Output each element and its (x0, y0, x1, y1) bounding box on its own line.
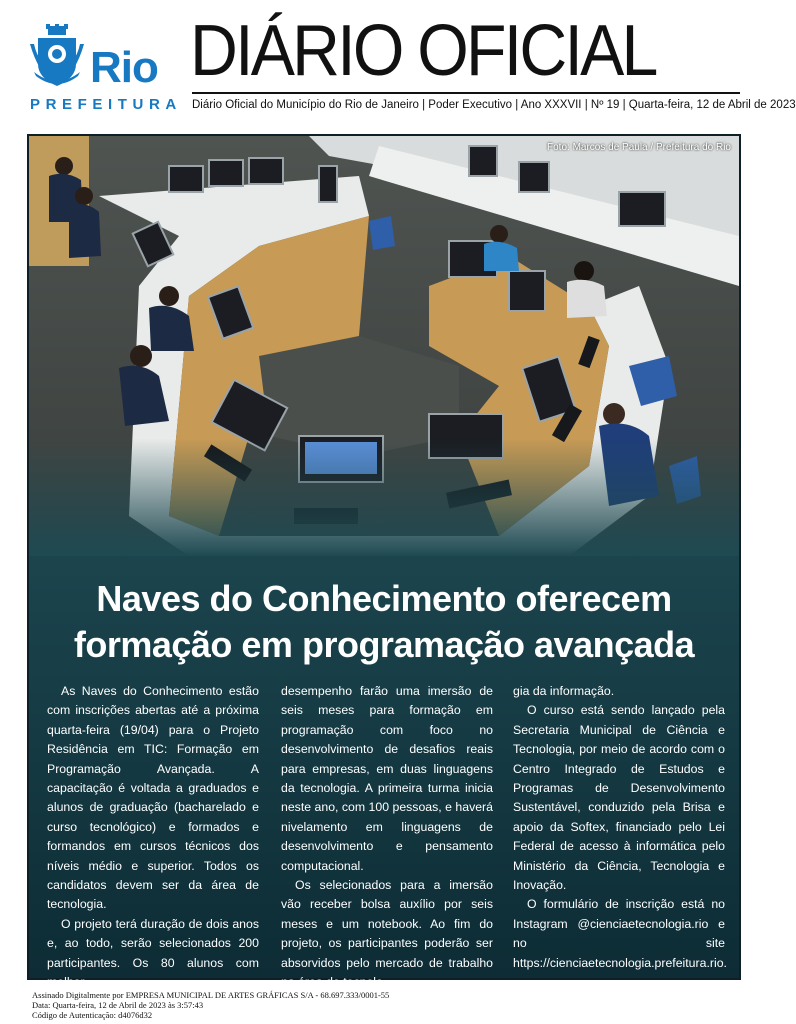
paragraph: gia da informação. (513, 684, 615, 698)
paragraph: O projeto terá duração de dois anos e, ao todo, serão selecionados 200 participantes. Os 80 alunos com melhor (47, 916, 259, 990)
headline-line-1: Naves do Conhecimento oferecem (96, 578, 672, 619)
headline-line-2: formação em programação avançada (73, 624, 695, 665)
article-column-1 (47, 682, 259, 990)
computer-lab-photo (29, 136, 739, 556)
newspaper-title: DIÁRIO OFICIAL (190, 11, 656, 91)
article-body (47, 682, 727, 990)
feature-story-panel (27, 134, 741, 990)
paragraph: desempenho farão uma imersão de seis meses para formação em programação com foco no desenvolvimento de desafios reais para empresas, em duas linguagens da tecnologia. A primeira turma inicia neste ano, com 100 pessoas, e haverá nivelamento em linguagens de desenvolvimento e pensamento computacional. (281, 684, 493, 873)
article-column-3 (513, 682, 725, 972)
authentication-code: Código de Autenticação: d4076d32 (32, 1010, 153, 1020)
headline (29, 576, 739, 668)
prefeitura-rio-logo[interactable] (28, 24, 188, 120)
masthead (0, 0, 796, 128)
article-column-2 (281, 682, 493, 990)
paragraph: As Naves do Conhecimento estão com inscrições abertas até a próxima quarta-feira (19/04) para o Projeto Residência em TIC: Formação em Programação Avançada. A capacitação é voltada a graduados e alunos de graduação (bacharelado e curso tecnológico) e formados e formandos em cursos técnicos dos níveis médio e superior. Todos os candidatos devem ser da área de tecnologia. (47, 684, 259, 912)
logo-wordmark: Rio (90, 43, 158, 92)
digital-signature (32, 990, 389, 1020)
paragraph: O formulário de inscrição está no Instagram @cienciaetecnologia.rio e no site https://cienciaetecnologia.prefeitura.rio. (513, 897, 727, 970)
paragraph: Os selecionados para a imersão vão receber bolsa auxílio por seis meses e um notebook. Ao fim do projeto, os participantes poderão ser absorvidos pelo mercado de trabalho na área de tecnolo- (281, 878, 493, 990)
logo-subtitle: PREFEITURA (30, 96, 182, 113)
signature-line: Assinado Digitalmente por EMPRESA MUNICIPAL DE ARTES GRÁFICAS S/A - 68.697.333/0001-55 (32, 990, 390, 1000)
signature-date: Data: Quarta-feira, 12 de Abril de 2023 às 3:57:43 (32, 1000, 204, 1010)
city-crest-icon (28, 24, 86, 88)
edition-info: Diário Oficial do Município do Rio de Janeiro | Poder Executivo | Ano XXXVII | Nº 19 | Quarta-feira, 12 de Abril de 2023 (192, 99, 796, 111)
paragraph: O curso está sendo lançado pela Secretaria Municipal de Ciência e Tecnologia, por meio de acordo com o Centro Integrado de Estudos e Programas de Desenvolvimento Sustentável, conduzido pela Brisa e apoio da Softex, financiado pelo Lei Federal de acesso à informática pelo Ministério da Ciência, Tecnologia e Inovação. (513, 703, 725, 893)
title-divider (192, 92, 740, 94)
photo-credit: Foto: Marcos de Paula / Prefeitura do Rio (547, 142, 731, 153)
